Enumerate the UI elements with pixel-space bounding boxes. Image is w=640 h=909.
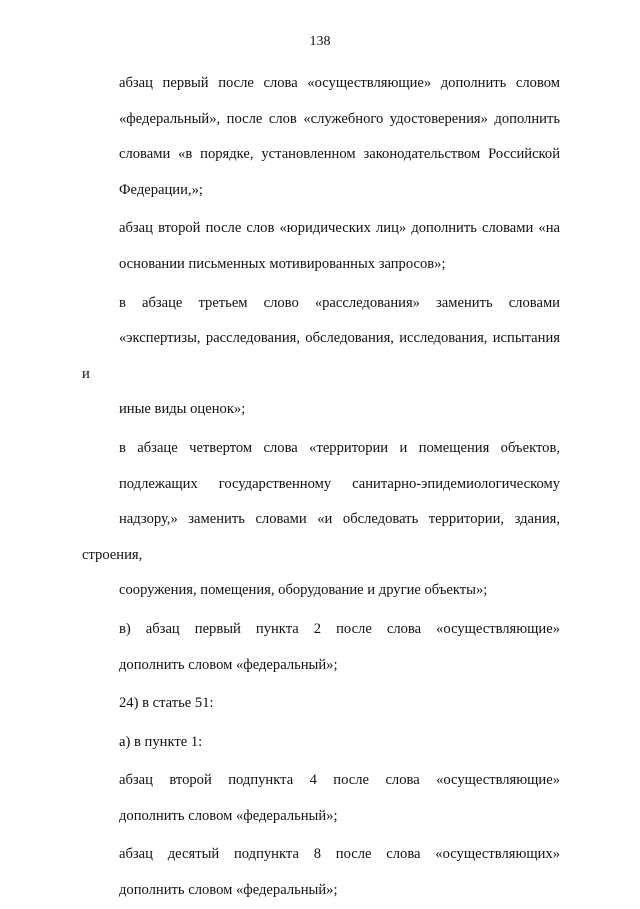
- paragraph-line: надзору,» заменить словами «и обследовать территории, здания, строения,: [82, 511, 560, 563]
- paragraph-line: в) абзац первый пункта 2 после слова «осуществляющие»: [119, 620, 560, 637]
- paragraph-line: «экспертизы, расследования, обследования, исследования, испытания и: [82, 330, 560, 382]
- document-body: [82, 66, 560, 909]
- paragraph-8: [82, 763, 560, 834]
- paragraph-line: абзац второй подпункта 4 после слова «осуществляющие»: [119, 772, 560, 789]
- paragraph-5: [82, 612, 560, 683]
- paragraph-line: абзац десятый подпункта 8 после слова «осуществляющих»: [119, 846, 560, 863]
- paragraph-line: иные виды оценок»;: [119, 401, 246, 418]
- paragraph-line: в абзаце третьем слово «расследования» заменить словами: [119, 294, 560, 311]
- paragraph-1: [82, 66, 560, 208]
- paragraph-3: [82, 286, 560, 428]
- paragraph-line: в абзаце четвертом слова «территории и помещения объектов,: [119, 439, 560, 456]
- paragraph-line: дополнить словом «федеральный»;: [119, 882, 338, 899]
- page-number: 138: [309, 34, 331, 49]
- paragraph-6: [82, 686, 560, 722]
- paragraph-line: словами «в порядке, установленном законодательством Российской: [119, 146, 560, 163]
- paragraph-4: [82, 431, 560, 609]
- paragraph-line: абзац второй после слов «юридических лиц» дополнить словами «на: [119, 220, 560, 237]
- paragraph-line: сооружения, помещения, оборудование и другие объекты»;: [119, 582, 488, 599]
- paragraph-line: «федеральный», после слов «служебного удостоверения» дополнить: [119, 110, 560, 127]
- paragraph-line: а) в пункте 1:: [119, 733, 203, 750]
- paragraph-line: дополнить словом «федеральный»;: [119, 656, 338, 673]
- paragraph-line: подлежащих государственному санитарно-эпидемиологическому: [119, 475, 560, 492]
- paragraph-line: Федерации,»;: [119, 181, 203, 198]
- paragraph-7: [82, 725, 560, 761]
- paragraph-line: абзац первый после слова «осуществляющие» дополнить словом: [119, 75, 560, 91]
- paragraph-2: [82, 211, 560, 282]
- paragraph-line: дополнить словом «федеральный»;: [119, 807, 338, 824]
- paragraph-line: 24) в статье 51:: [119, 695, 214, 712]
- paragraph-9: [82, 837, 560, 908]
- paragraph-line: основании письменных мотивированных запросов»;: [119, 255, 446, 272]
